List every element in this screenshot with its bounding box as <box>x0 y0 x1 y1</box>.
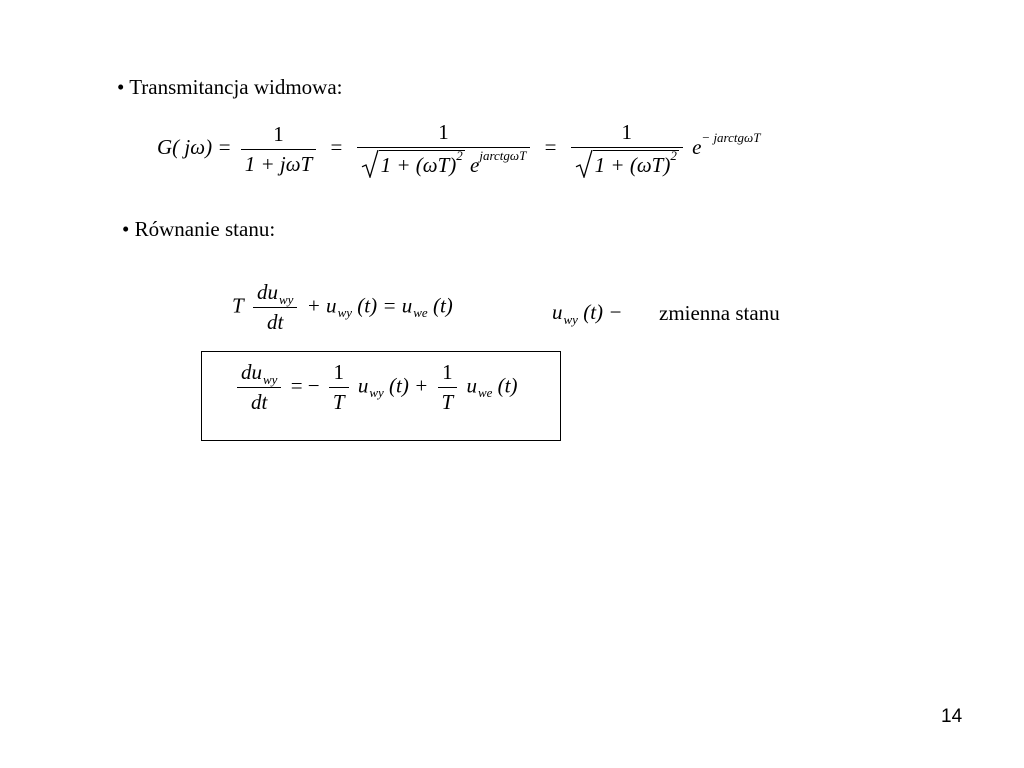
state-var: u <box>552 300 563 324</box>
radicand-2: 1 + (ωT) <box>380 153 457 177</box>
state-deriv-num: du <box>256 280 278 304</box>
fraction-3 <box>571 120 683 178</box>
boxed-frac-b <box>438 360 458 415</box>
boxed-frac-a-den: T <box>329 387 349 415</box>
fraction-2-num: 1 <box>438 120 449 144</box>
state-coef: T <box>232 293 244 318</box>
fraction-1-den: 1 + jωT <box>241 149 317 177</box>
boxed-term-a-sub: wy <box>369 385 384 401</box>
radicand-3: 1 + (ωT) <box>594 153 671 177</box>
state-deriv-num-sub: wy <box>278 292 294 307</box>
radicand-3-exp: 2 <box>670 148 677 163</box>
boxed-deriv-num-sub: wy <box>263 372 278 387</box>
state-rhs1-arg: (t) = <box>357 293 397 318</box>
boxed-eq-sign: = − <box>290 373 320 398</box>
fraction-2-den <box>357 147 531 178</box>
boxed-equation <box>233 360 518 415</box>
state-variable-expression <box>552 300 622 325</box>
bullet-transmittance: • Transmitancja widmowa: <box>117 75 343 99</box>
boxed-deriv-num: du <box>241 360 262 384</box>
transmittance-lhs: G( jω) = <box>157 134 232 159</box>
boxed-derivative <box>237 360 281 415</box>
state-rhs2-sub: we <box>413 305 428 321</box>
state-derivative <box>253 280 297 335</box>
state-equation <box>232 280 453 335</box>
sqrt-2 <box>361 150 465 178</box>
tail-exp: − jarctgωT <box>701 129 761 145</box>
boxed-frac-a <box>329 360 349 415</box>
boxed-term-a-arg: (t) + <box>389 373 429 398</box>
radical-sign-icon <box>361 150 379 178</box>
boxed-frac-b-num: 1 <box>442 360 453 384</box>
bullet-state-equation: • Równanie stanu: <box>122 217 276 241</box>
transmittance-equation: G( jω) = $\frac{1}{\text{1 + jωT}}$ = $\frac{1}{1 + (\omega T)^2 e^{jarctg\omega T}}$ = $\frac{1}{1 + (\omega T)^2}$ $e^{- jarctg\omega T}$ <box>157 120 761 177</box>
fraction-3-den <box>571 147 683 178</box>
boxed-term-b-sub: we <box>477 385 493 401</box>
state-rhs2-arg: (t) <box>432 293 453 318</box>
fraction-1-num: 1 <box>273 121 284 146</box>
boxed-term-a: u <box>357 373 369 398</box>
boxed-term-b: u <box>466 373 477 398</box>
state-deriv-den: dt <box>253 307 297 335</box>
radicand-2-exp: 2 <box>456 148 463 163</box>
boxed-deriv-den: dt <box>237 387 281 415</box>
boxed-term-b-arg: (t) <box>497 373 518 398</box>
tail-exp-base: e <box>692 134 702 159</box>
exp-base-2: e <box>470 153 480 177</box>
exp-2: jarctgωT <box>479 148 527 163</box>
page-number: 14 <box>941 706 963 727</box>
state-rhs1-sub: wy <box>337 305 353 321</box>
state-rhs1: + u <box>306 293 337 318</box>
boxed-frac-b-den: T <box>438 387 458 415</box>
fraction-3-num: 1 <box>621 120 632 144</box>
fraction-2 <box>357 120 531 178</box>
sqrt-3 <box>575 150 679 178</box>
boxed-frac-a-num: 1 <box>333 360 344 384</box>
state-variable-label: zmienna stanu <box>659 301 780 325</box>
radical-sign-icon <box>575 150 593 178</box>
state-var-sub: wy <box>563 312 578 327</box>
state-rhs2: u <box>401 293 413 318</box>
state-var-arg: (t) − <box>583 300 623 324</box>
fraction-1 <box>241 122 317 177</box>
